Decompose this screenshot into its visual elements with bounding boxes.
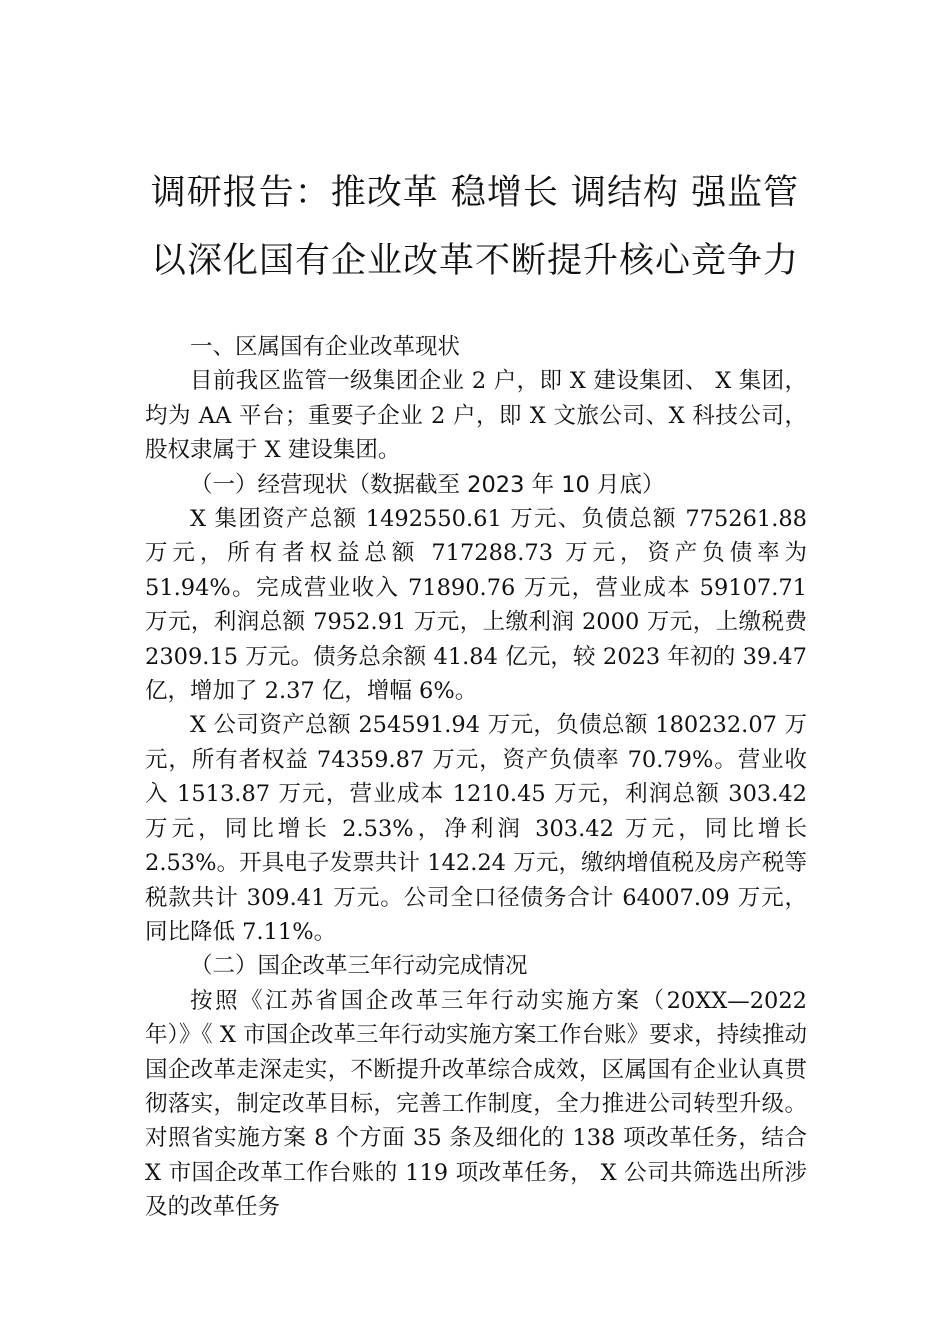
company-operations-paragraph: X 公司资产总额 254591.94 万元，负债总额 180232.07 万元，所有者权益 74359.87 万元，资产负债率 70.79%。营业收入 1513.87 万元，营业成本 1210.45 万元，利润总额 303.42 万元，同比增长 2.53%，净利润 303.42 万元，同比增长 2.53%。开具电子发票共计 142.24 万元，缴纳增值税及房产税等税款共计 309.41 万元。公司全口径债务合计 64007.09 万元，同比降低 7.11%。 [145,712,807,945]
document-title-line-2: 以深化国有企业改革不断提升核心竞争力 [150,241,799,281]
intro-paragraph: 目前我区监管一级集团企业 2 户，即 X 建设集团、 X 集团，均为 AA 平台；重要子企业 2 户，即 X 文旅公司、X 科技公司，股权隶属于 X 建设集团。 [145,368,807,464]
document-body [145,330,807,1225]
document-title-line-1: 调研报告：推改革 稳增长 调结构 强监管 [150,173,800,213]
group-operations-paragraph: X 集团资产总额 1492550.61 万元、负债总额 775261.88 万元，所有者权益总额 717288.73 万元，资产负债率为 51.94%。完成营业收入 71890.76 万元，营业成本 59107.71 万元，利润总额 7952.91 万元，上缴利润 2000 万元，上缴税费 2309.15 万元。债务总余额 41.84 亿元，较 2023 年初的 39.47 亿，增加了 2.37 亿，增幅 6%。 [145,506,807,705]
reform-progress-paragraph: 按照《江苏省国企改革三年行动实施方案（20XX—2022 年）》《 X 市国企改革三年行动实施方案工作台账》要求，持续推动国企改革走深走实，不断提升改革综合成效，区属国有企业认真贯彻落实，制定改革目标，完善工作制度，全力推进公司转型升级。对照省实施方案 8 个方面 35 条及细化的 138 项改革任务，结合 X 市国企改革工作台账的 119 项改革任务， X 公司共筛选出所涉及的改革任务 [145,987,807,1221]
section-1-heading: 一、区属国有企业改革现状 [190,334,461,360]
subsection-2-heading: （二）国企改革三年行动完成情况 [190,953,528,980]
subsection-1-heading: （一）经营现状（数据截至 2023 年 10 月底） [190,471,665,498]
